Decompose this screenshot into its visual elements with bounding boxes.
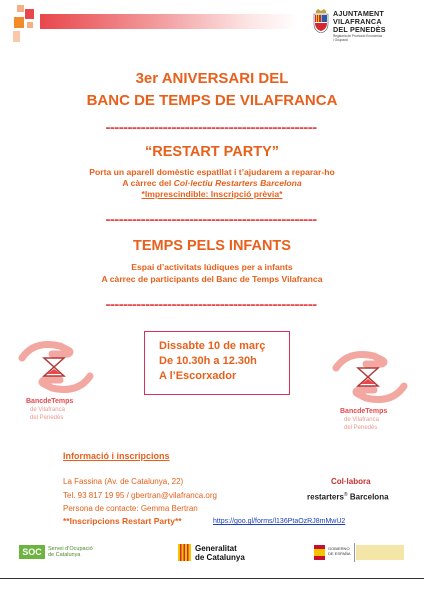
gencat-logo <box>178 543 268 563</box>
ministry-block <box>356 545 404 560</box>
logo-line-2: VILAFRANCA <box>333 17 382 26</box>
main-title-line-2: BANC DE TEMPS DE VILAFRANCA <box>86 92 338 109</box>
bdt-left-line2: de Vilafranca <box>30 407 65 413</box>
gobierno-text-1: GOBIERNO <box>328 546 350 551</box>
decor-square-5 <box>27 22 33 28</box>
restart-heading: “RESTART PARTY” <box>145 144 279 160</box>
senyera-icon <box>178 544 191 561</box>
infants-heading: TEMPS PELS INFANTS <box>133 238 291 254</box>
contact-phone-email: Tel. 93 817 19 95 / gbertran@vilafranca.org <box>63 491 217 500</box>
soc-text <box>48 546 93 558</box>
gobierno-logo <box>314 543 406 563</box>
separator-2: ------------------------------------------------ <box>105 214 317 226</box>
logo-line-3: DEL PENEDÈS <box>333 25 386 34</box>
separator-1: ------------------------------------------------ <box>105 122 317 134</box>
bdt-left-name: BancdeTemps <box>26 398 74 405</box>
event-time: De 10.30h a 12.30h <box>159 355 257 367</box>
logo-sub-2: i Ocupació <box>333 38 349 42</box>
gencat-text <box>195 544 245 562</box>
collabora-label: Col·labora <box>331 477 371 486</box>
barcelona-text: Barcelona <box>349 492 389 502</box>
footer-divider <box>0 578 424 579</box>
header-gradient-bar <box>40 14 298 29</box>
soc-logo <box>19 545 114 559</box>
restart-line-2 <box>0 178 424 189</box>
infants-line-1: Espai d’activitats lúdiques per a infants <box>131 262 293 272</box>
soc-badge: SOC <box>19 545 45 559</box>
ministry-divider <box>354 543 355 562</box>
gobierno-text-2: DE ESPAÑA <box>328 551 351 556</box>
coat-of-arms-icon <box>312 9 330 33</box>
soc-text-2: de Catalunya <box>48 552 81 558</box>
inscriptions-label: **Inscripcions Restart Party** <box>63 516 182 526</box>
decor-square-2 <box>25 9 34 19</box>
gobierno-text <box>328 546 351 556</box>
event-box <box>144 331 290 395</box>
logo-sub-1: Regidoria de Promoció Econòmica <box>333 34 383 38</box>
contact-address: La Fassina (Av. de Catalunya, 22) <box>63 477 184 486</box>
ajuntament-logo <box>309 9 421 45</box>
bdt-logo-left <box>16 336 96 436</box>
contact-person: Persona de contacte: Gemma Bertran <box>63 504 198 513</box>
logo-subtitle <box>333 34 382 42</box>
bdt-right-line2: de Vilafranca <box>344 417 379 423</box>
bdt-logo-right <box>330 346 410 446</box>
separator-3: ------------------------------------------------ <box>105 299 317 311</box>
spain-shield-icon <box>314 545 325 560</box>
restarters-logo: restarters® Barcelona <box>307 492 389 502</box>
bdt-right-line3: del Penedès <box>344 425 378 431</box>
hands-hourglass-icon <box>16 336 96 398</box>
restarters-text: restarters <box>307 492 344 502</box>
event-place: A l’Escorxador <box>159 370 237 382</box>
restart-line-3: *Imprescindible: Inscripció prèvia* <box>141 189 283 199</box>
decor-square-4 <box>13 31 20 42</box>
soc-text-1: Servei d’Ocupació <box>48 546 93 552</box>
hands-hourglass-icon <box>330 346 410 408</box>
restart-line-1: Porta un aparell domèstic espatllat i t’ajudarem a reparar-ho <box>89 167 335 177</box>
logo-title <box>333 10 386 34</box>
inscriptions-link[interactable]: https://goo.gl/forms/l136PtaOzRJ8mMwU2 <box>213 518 346 525</box>
restart-line-2-italic: Col·lectiu Restarters Barcelona <box>173 178 302 188</box>
decor-square-3 <box>14 17 24 28</box>
bdt-right-name: BancdeTemps <box>340 408 388 415</box>
restart-line-2-prefix: A càrrec del <box>122 178 174 188</box>
logo-line-1: AJUNTAMENT <box>333 9 384 18</box>
contact-heading: Informació i inscripcions <box>63 451 170 461</box>
gencat-text-2: de Catalunya <box>195 553 245 562</box>
event-date: Dissabte 10 de març <box>159 340 266 352</box>
decor-square-1 <box>17 5 24 12</box>
main-title-line-1: 3er ANIVERSARI DEL <box>135 70 289 87</box>
infants-line-2: A càrrec de participants del Banc de Temps Vilafranca <box>101 274 323 284</box>
bdt-left-line3: del Penedès <box>30 415 64 421</box>
gencat-text-1: Generalitat <box>195 544 237 553</box>
